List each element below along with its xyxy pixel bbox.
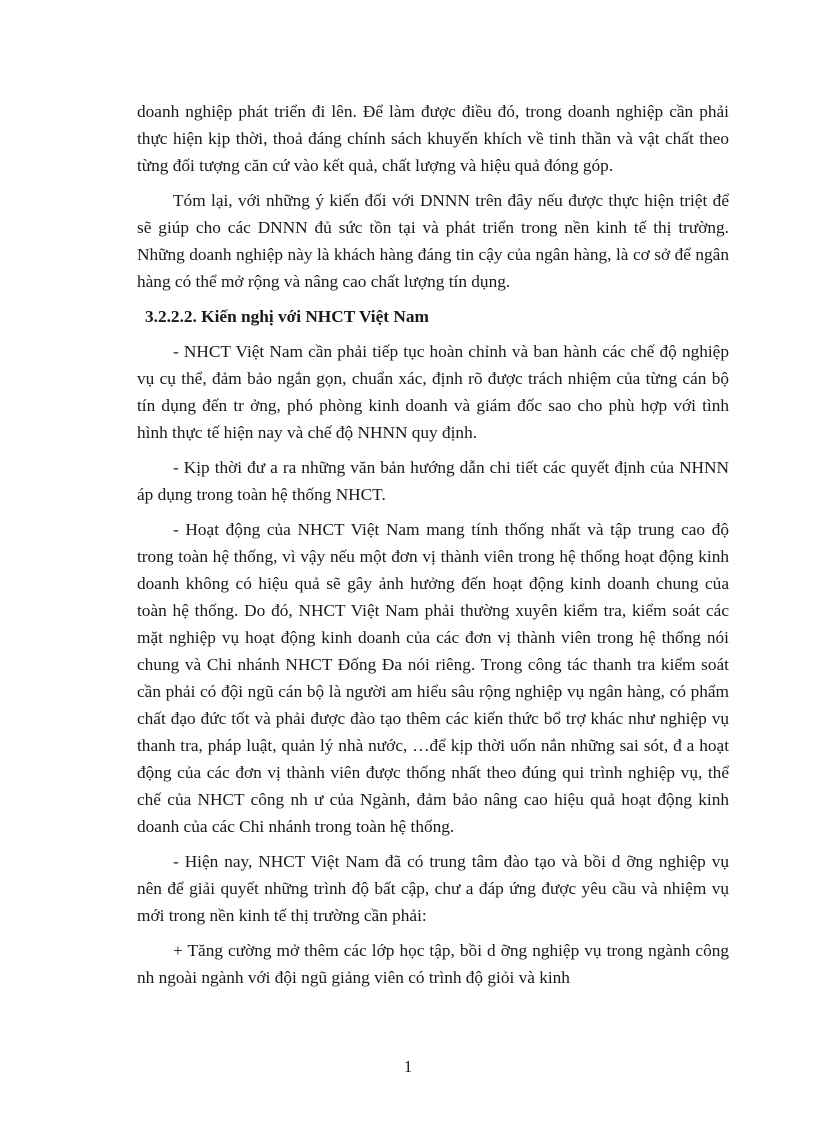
paragraph-1: doanh nghiệp phát triển đi lên. Để làm được điều đó, trong doanh nghiệp cần phải thực hiện kịp thời, thoả đáng chính sách khuyến khích về tinh thần và vật chất theo từng đối tượng căn cứ vào kết quả, chất lượng và hiệu quả đóng góp. <box>137 102 729 175</box>
paragraph-6: - Hiện nay, NHCT Việt Nam đã có trung tâm đào tạo và bồi d ỡng nghiệp vụ nên để giải quyết những trình độ bất cập, chư a đáp ứng được yêu cầu và nhiệm vụ mới trong nền kinh tế thị trường cần phải: <box>137 852 729 925</box>
document-page <box>137 98 729 999</box>
paragraph-7: + Tăng cường mở thêm các lớp học tập, bồi d ỡng nghiệp vụ trong ngành công nh ngoài ngành với đội ngũ giảng viên có trình độ giỏi và kinh <box>137 941 729 987</box>
section-heading: 3.2.2.2. Kiến nghị với NHCT Việt Nam <box>145 307 429 326</box>
paragraph-2: Tóm lại, với những ý kiến đối với DNNN trên đây nếu được thực hiện triệt để sẽ giúp cho các DNNN đủ sức tồn tại và phát triển trong nền kinh tế thị trường. Những doanh nghiệp này là khách hàng đáng tin cậy của ngân hàng, là cơ sở để ngân hàng có thể mở rộng và nâng cao chất lượng tín dụng. <box>137 191 729 291</box>
paragraph-3: - NHCT Việt Nam cần phải tiếp tục hoàn chỉnh và ban hành các chế độ nghiệp vụ cụ thể, đảm bảo ngắn gọn, chuẩn xác, định rõ được trách nhiệm của từng cán bộ tín dụng đến tr ởng, phó phòng kinh doanh và giám đốc sao cho phù hợp với tình hình thực tế hiện nay và chế độ NHNN quy định. <box>137 342 729 442</box>
paragraph-4: - Kịp thời đư a ra những văn bản hướng dẫn chi tiết các quyết định của NHNN áp dụng trong toàn hệ thống NHCT. <box>137 458 729 504</box>
paragraph-5: - Hoạt động của NHCT Việt Nam mang tính thống nhất và tập trung cao độ trong toàn hệ thống, vì vậy nếu một đơn vị thành viên trong hệ thống hoạt động kinh doanh không có hiệu quả sẽ gây ảnh hưởng đến hoạt động kinh doanh chung của toàn hệ thống. Do đó, NHCT Việt Nam phải thường xuyên kiểm tra, kiểm soát các mặt nghiệp vụ hoạt động kinh doanh của các đơn vị thành viên trong hệ thống nói chung và Chi nhánh NHCT Đống Đa nói riêng. Trong công tác thanh tra kiểm soát cần phải có đội ngũ cán bộ là người am hiểu sâu rộng nghiệp vụ ngân hàng, có phẩm chất đạo đức tốt và phải được đào tạo thêm các kiến thức bổ trợ khác như nghiệp vụ thanh tra, pháp luật, quản lý nhà nước, …để kịp thời uốn nắn những sai sót, đ a hoạt động của các đơn vị thành viên được thống nhất theo đúng qui trình nghiệp vụ, thể chế của NHCT công nh ư của Ngành, đảm bảo nâng cao hiệu quả hoạt động kinh doanh của các Chi nhánh trong toàn hệ thống. <box>137 520 729 836</box>
page-number: 1 <box>403 1057 413 1076</box>
